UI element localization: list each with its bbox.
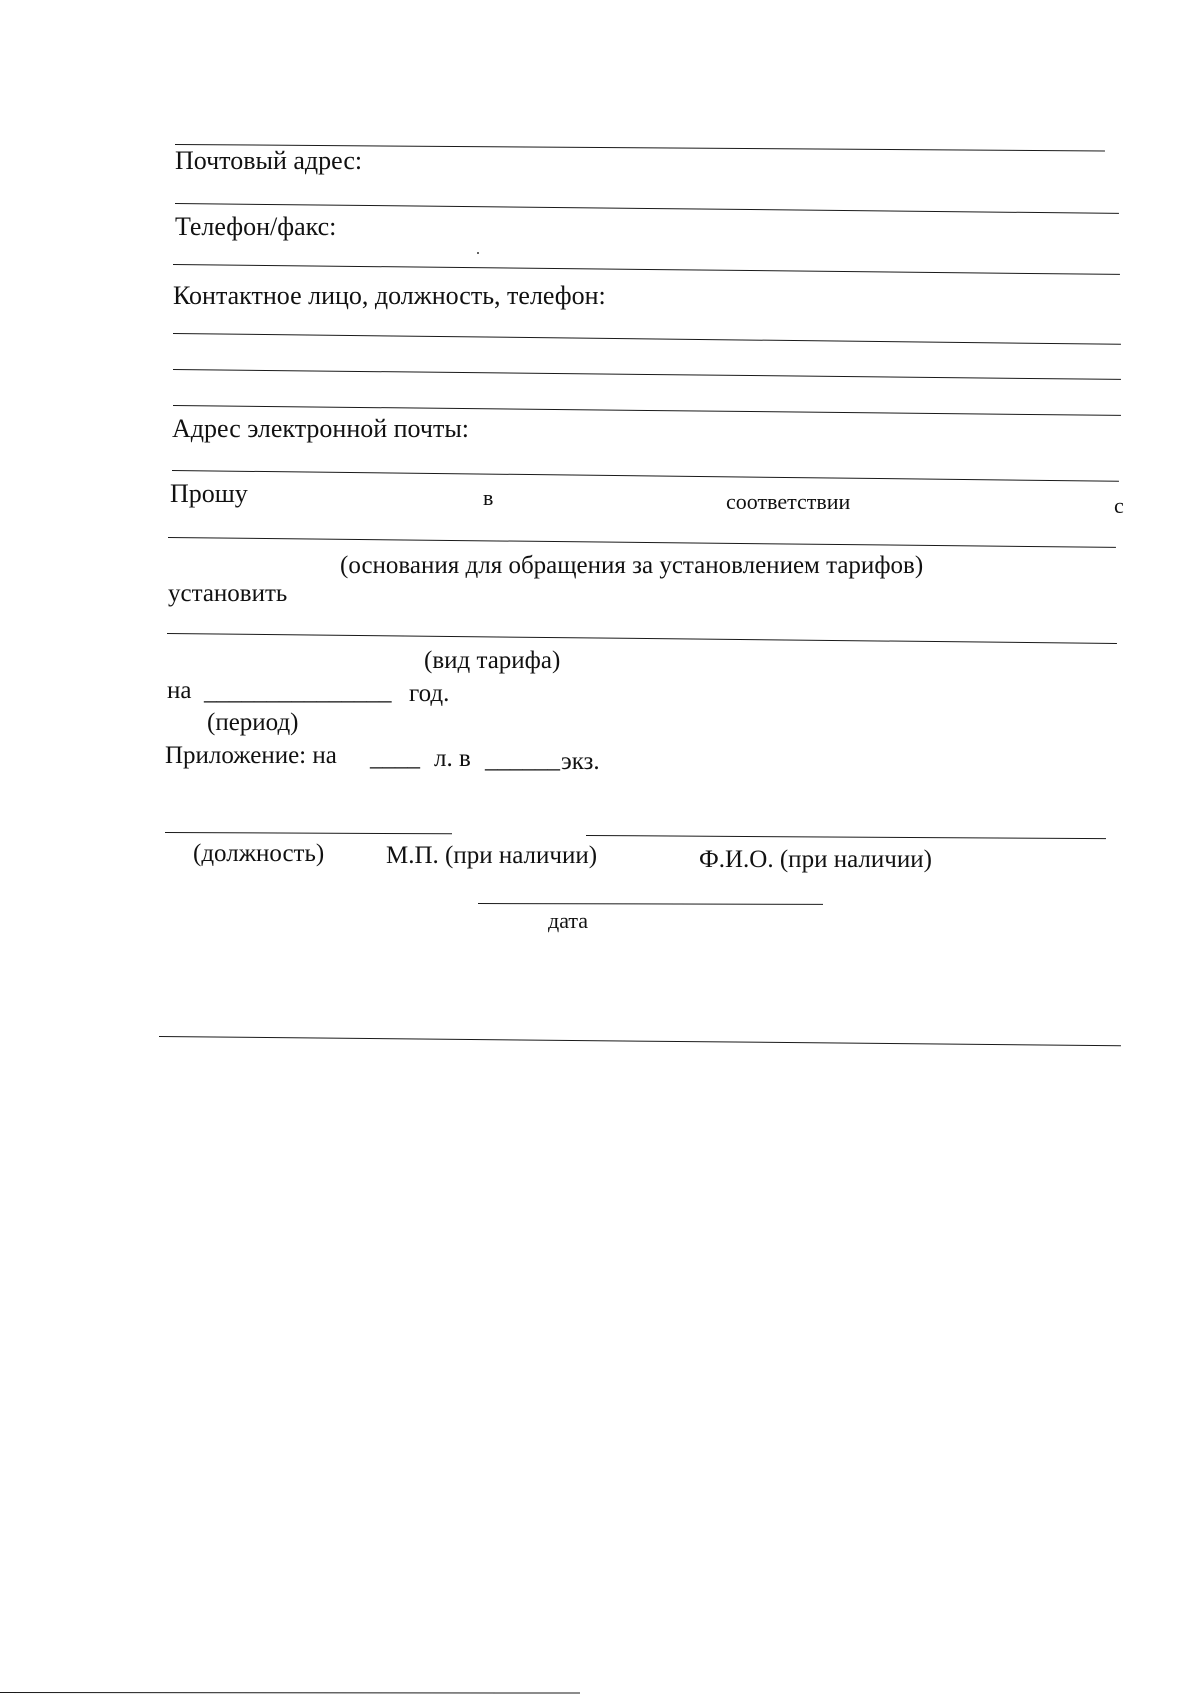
name-signature-line (586, 835, 1106, 839)
attachment-copies-suffix: экз. (561, 748, 600, 775)
period-prefix: на (167, 677, 192, 704)
contact-person-fill-line-1 (173, 333, 1121, 345)
period-caption: (период) (207, 709, 299, 736)
attachment-label: Приложение: на (165, 742, 337, 769)
bottom-separator-line (159, 1036, 1121, 1046)
postal-address-label: Почтовый адрес: (175, 146, 363, 175)
scan-edge-line (0, 1692, 580, 1694)
phone-fax-label: Телефон/факс: (175, 212, 337, 241)
scan-speck (477, 252, 479, 254)
attachment-pages-suffix: л. в (434, 745, 471, 772)
seal-caption: М.П. (при наличии) (386, 842, 598, 869)
tariff-type-fill-line (167, 633, 1117, 644)
basis-fill-line (168, 537, 1116, 548)
request-word-v: в (483, 485, 494, 510)
establish-word: установить (168, 580, 288, 607)
email-fill-line (172, 470, 1119, 482)
email-label: Адрес электронной почты: (172, 414, 470, 443)
date-line (478, 903, 823, 905)
date-caption: дата (548, 908, 589, 933)
phone-fax-fill-line (173, 264, 1120, 275)
request-word-s: с (1114, 493, 1124, 518)
name-caption: Ф.И.О. (при наличии) (699, 846, 932, 873)
position-signature-line (165, 832, 452, 834)
request-word-sootvetstvii: соответствии (726, 489, 851, 514)
attachment-copies-blank: ______ (485, 746, 560, 773)
period-blank: _______________ (204, 678, 392, 705)
attachment-pages-blank: ____ (370, 744, 420, 771)
contact-person-fill-line-2 (173, 369, 1121, 380)
period-suffix: год. (409, 680, 450, 707)
position-caption: (должность) (193, 840, 325, 867)
basis-caption: (основания для обращения за установлением тарифов) (340, 552, 924, 579)
tariff-type-caption: (вид тарифа) (424, 647, 561, 674)
contact-person-label: Контактное лицо, должность, телефон: (173, 281, 606, 310)
request-word-prosu: Прошу (170, 479, 248, 508)
